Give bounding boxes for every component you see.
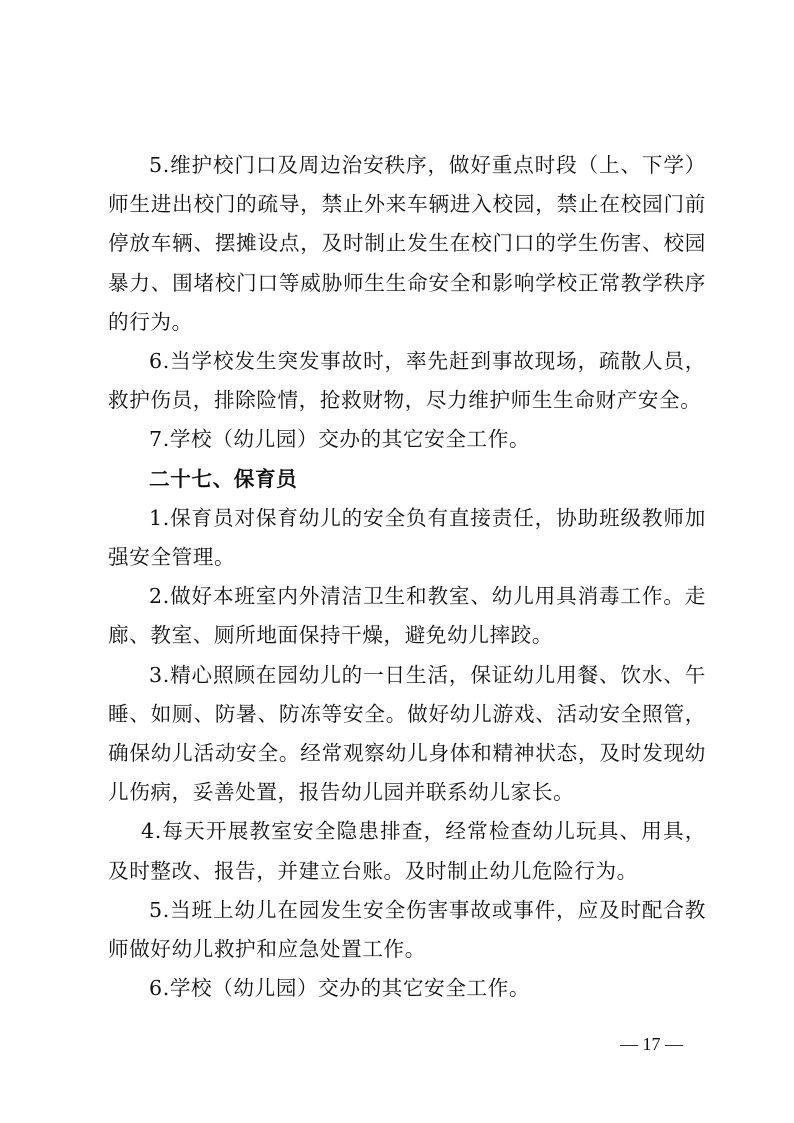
paragraph-gatekeeper-item-5: 5.维护校门口及周边治安秩序，做好重点时段（上、下学）师生进出校门的疏导，禁止外来车辆进入校园，禁止在校园门前停放车辆、摆摊设点，及时制止发生在校门口的学生伤害、校园暴力、围堵校门口等威胁师生生命安全和影响学校正常教学秩序的行为。 [108,153,706,334]
paragraph-caregiver-item-5: 5.当班上幼儿在园发生安全伤害事故或事件，应及时配合教师做好幼儿救护和应急处置工作。 [108,897,706,962]
document-body [108,146,706,1008]
paragraph-caregiver-item-4: 4.每天开展教室安全隐患排查，经常检查幼儿玩具、用具，及时整改、报告，并建立台账。及时制止幼儿危险行为。 [108,819,706,883]
page-number: — 17 — [620,1034,683,1054]
paragraph-caregiver-item-3: 3.精心照顾在园幼儿的一日生活，保证幼儿用餐、饮水、午睡、如厕、防暑、防冻等安全。做好幼儿游戏、活动安全照管，确保幼儿活动安全。经常观察幼儿身体和精神状态，及时发现幼儿伤病，妥善处置，报告幼儿园并联系幼儿家长。 [108,662,706,805]
section-heading-caregiver: 二十七、保育员 [149,466,298,491]
paragraph-caregiver-item-2: 2.做好本班室内外清洁卫生和教室、幼儿用具消毒工作。走廊、教室、厕所地面保持干燥，避免幼儿摔跤。 [108,584,706,648]
paragraph-gatekeeper-item-6: 6.当学校发生突发事故时，率先赶到事故现场，疏散人员，救护伤员，排除险情，抢救财物，尽力维护师生生命财产安全。 [108,349,706,413]
paragraph-caregiver-item-1: 1.保育员对保育幼儿的安全负有直接责任，协助班级教师加强安全管理。 [108,505,706,570]
paragraph-gatekeeper-item-7: 7.学校（幼儿园）交办的其它安全工作。 [149,427,531,452]
paragraph-caregiver-item-6: 6.学校（幼儿园）交办的其它安全工作。 [149,976,531,1001]
